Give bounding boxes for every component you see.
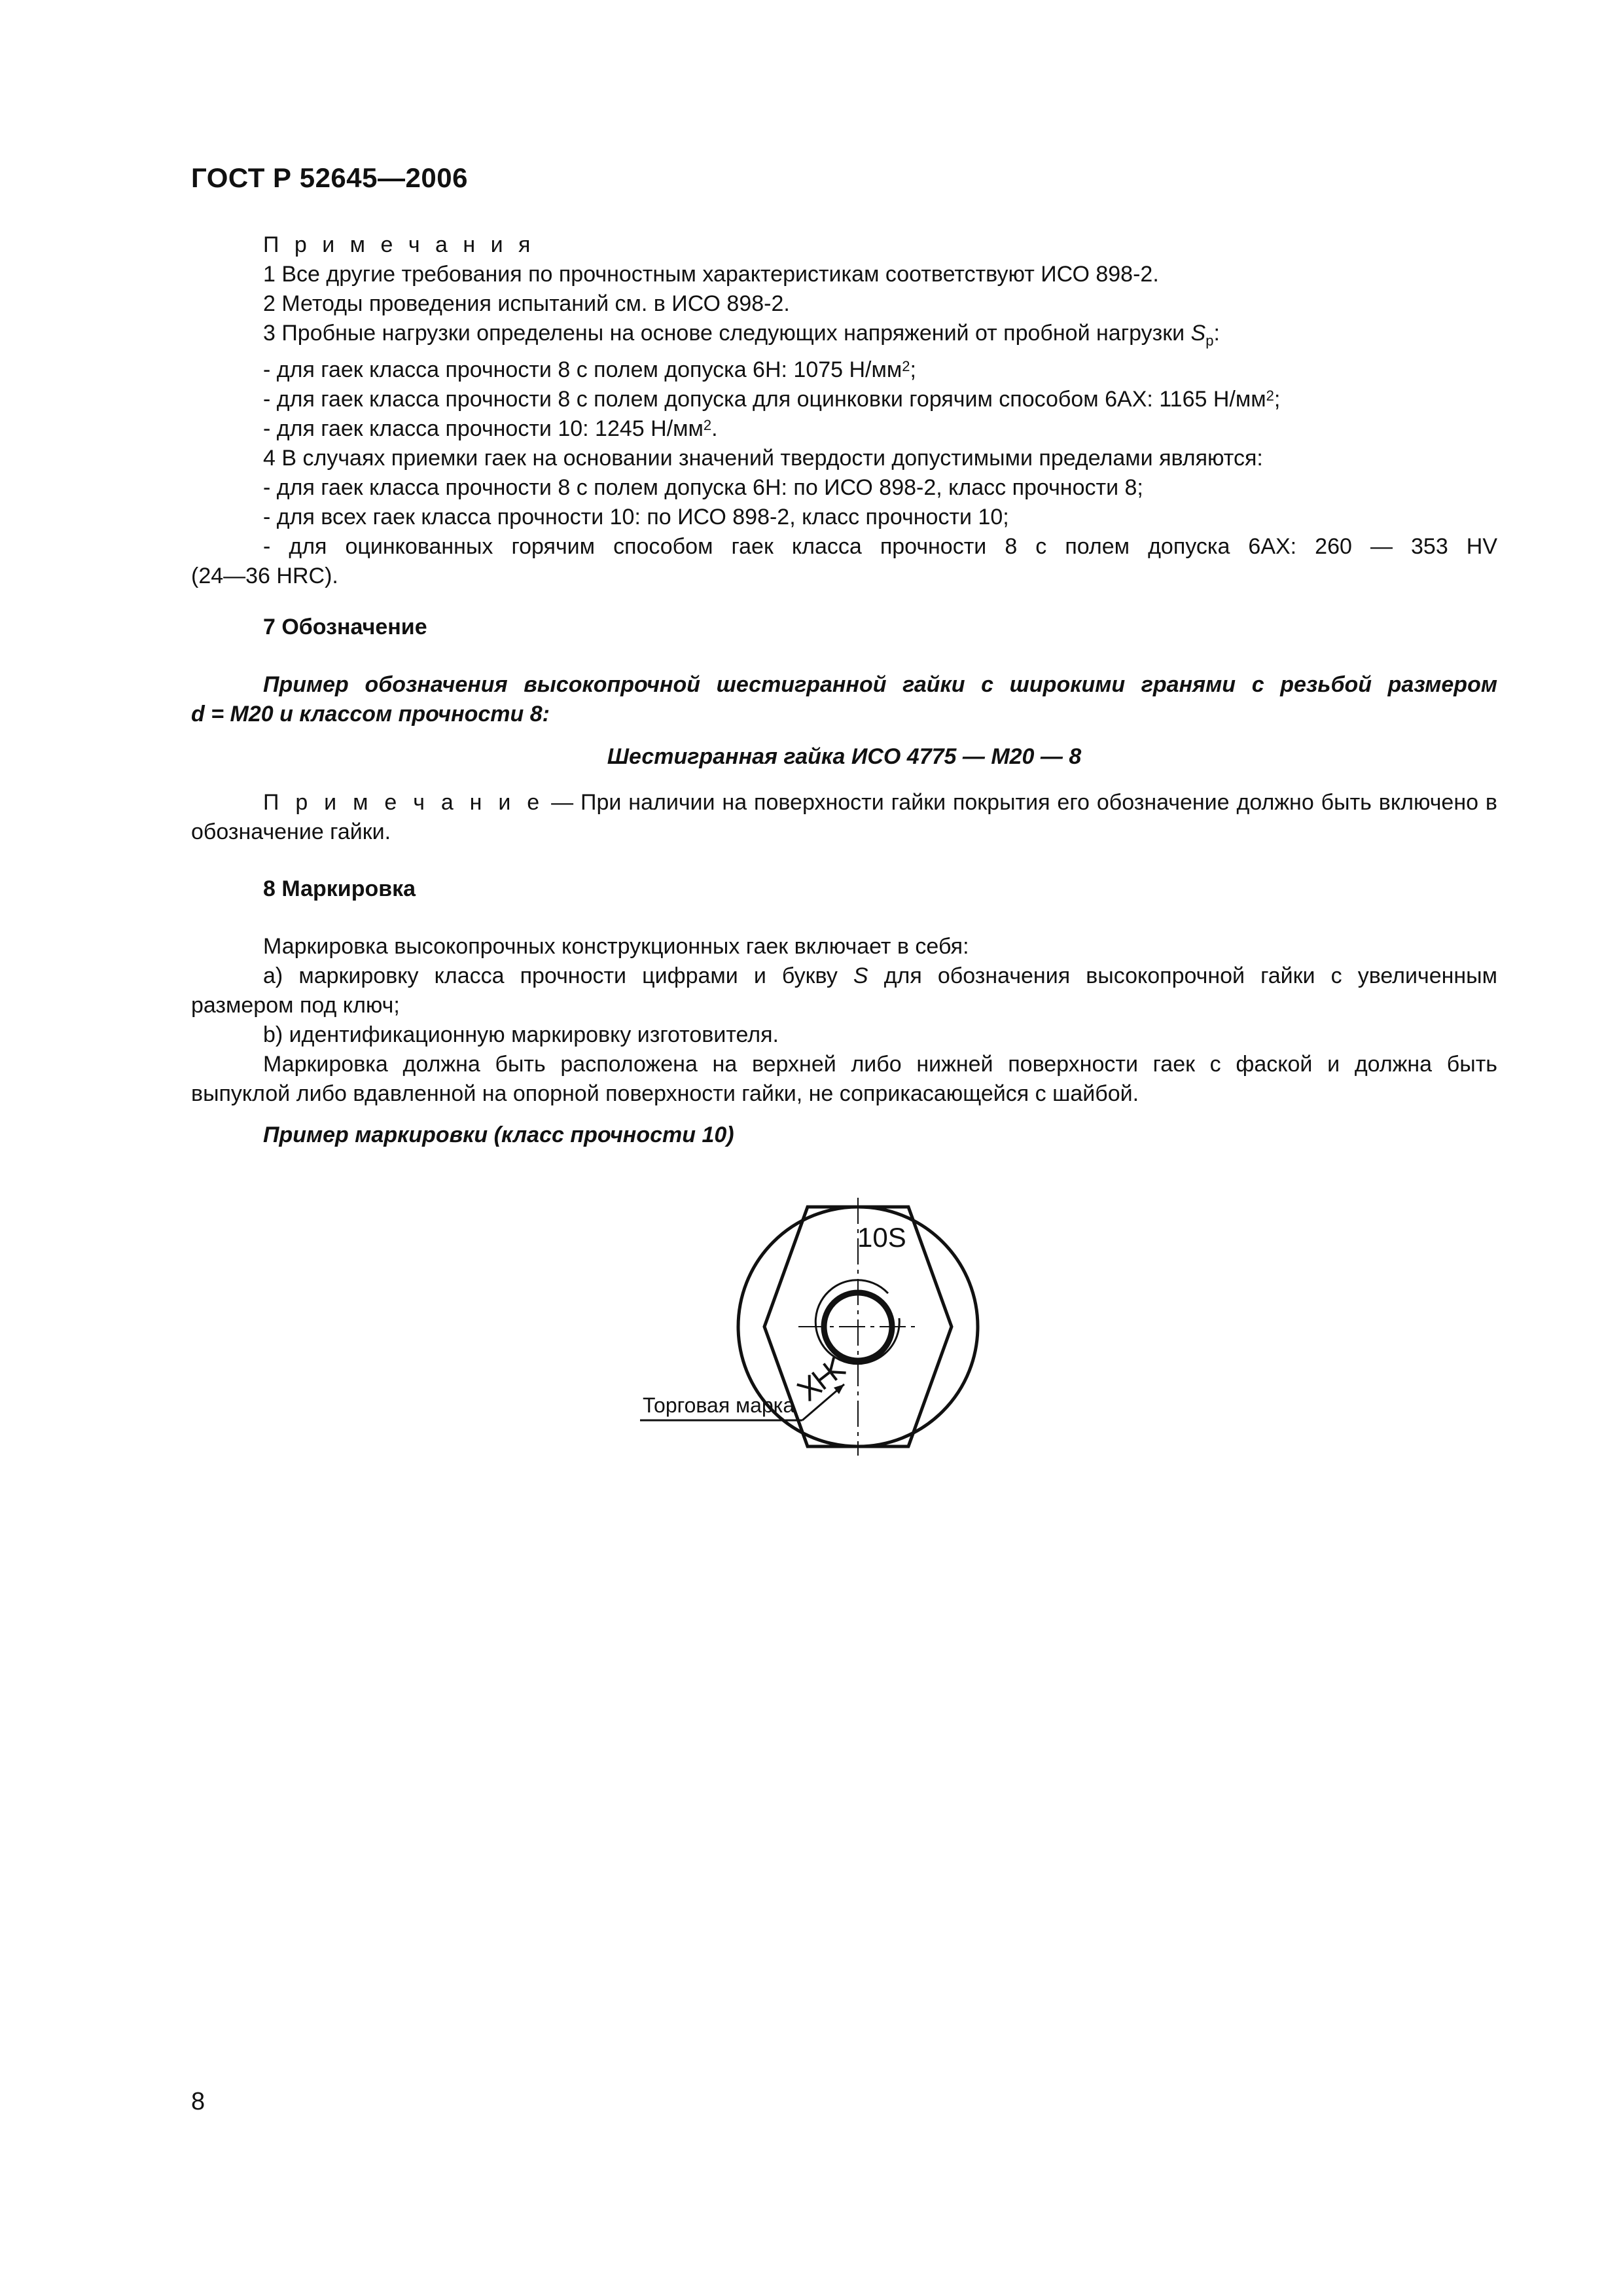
note-3: 3 Пробные нагрузки определены на основе следующих напряжений от пробной нагрузки $S_p$: bbox=[263, 321, 1220, 349]
section-8-body bbox=[191, 932, 1497, 1109]
designation-example-line-1: Пример обозначения высокопрочной шестигранной гайки с широкими гранями с резьбой размером bbox=[263, 672, 1497, 697]
section-7 bbox=[191, 613, 1497, 642]
section-7-heading: 7 Обозначение bbox=[263, 615, 427, 639]
section-7-note-line-1: П р и м е ч а н и е — При наличии на поверхности гайки покрытия его обозначение должно быть включено в bbox=[263, 790, 1497, 815]
marking-paragraph-2-line-2: выпуклой либо вдавленной на опорной поверхности гайки, не соприкасающейся с шайбой. bbox=[191, 1081, 1139, 1106]
note-3-item-c: - для гаек класса прочности 10: 1245 $Н/мм^2$. bbox=[263, 416, 718, 441]
marking-paragraph-2-line-1: Маркировка должна быть расположена на верхней либо нижней поверхности гаек с фаской и должна быть bbox=[263, 1052, 1497, 1077]
designation-example-line-2: d = M20 и классом прочности 8: bbox=[191, 702, 550, 726]
note-4-item-c: - для оцинкованных горячим способом гаек класса прочности 8 с полем допуска 6АХ: 260 — 353 HV bbox=[263, 533, 1497, 559]
note-4-item-b: - для всех гаек класса прочности 10: по ИСО 898-2, класс прочности 10; bbox=[263, 504, 1009, 529]
note-4: 4 В случаях приемки гаек на основании значений твердости допустимыми пределами являются: bbox=[263, 445, 1263, 471]
marking-item-b: b) идентификационную маркировку изготовителя. bbox=[263, 1022, 779, 1047]
trademark-icon bbox=[797, 1356, 846, 1401]
page-number: 8 bbox=[191, 2088, 205, 2115]
marking-example-heading: Пример маркировки (класс прочности 10) bbox=[263, 1122, 734, 1147]
marking-paragraph-1: Маркировка высокопрочных конструкционных гаек включает в себя: bbox=[263, 934, 969, 959]
section-7-example bbox=[191, 670, 1497, 729]
marking-example bbox=[191, 1121, 1497, 1150]
notes-block bbox=[191, 230, 1497, 591]
note-4-item-c-cont: (24—36 HRC). bbox=[191, 563, 338, 588]
note-2: 2 Методы проведения испытаний см. в ИСО 898-2. bbox=[263, 291, 790, 316]
marking-item-a-cont: размером под ключ; bbox=[191, 993, 400, 1018]
section-8 bbox=[191, 874, 1497, 904]
section-7-note bbox=[191, 788, 1497, 847]
note-4-item-a: - для гаек класса прочности 8 с полем допуска 6Н: по ИСО 898-2, класс прочности 8; bbox=[263, 475, 1143, 500]
marking-item-a: а) маркировку класса прочности цифрами и букву S для обозначения высокопрочной гайки с увеличенным bbox=[263, 963, 1497, 988]
notes-title: П р и м е ч а н и я bbox=[263, 232, 535, 257]
note-3-item-b: - для гаек класса прочности 8 с полем допуска для оцинковки горячим способом 6АХ: 1165 $Н/мм^2$; bbox=[263, 386, 1281, 412]
trademark-label: Торговая марка bbox=[643, 1393, 795, 1417]
note-3-item-a: - для гаек класса прочности 8 с полем допуска 6Н: 1075 $Н/мм^2$; bbox=[263, 357, 916, 382]
note-1: 1 Все другие требования по прочностным характеристикам соответствуют ИСО 898-2. bbox=[263, 262, 1159, 287]
document-header: ГОСТ Р 52645—2006 bbox=[191, 162, 468, 193]
nut-marking-figure bbox=[622, 1172, 1080, 1479]
section-7-note-line-2: обозначение гайки. bbox=[191, 819, 391, 844]
class-mark-text: 10S bbox=[857, 1222, 906, 1253]
designation-string: Шестигранная гайка ИСО 4775 — М20 — 8 bbox=[607, 744, 1082, 769]
section-8-heading: 8 Маркировка bbox=[263, 876, 416, 901]
section-7-designation bbox=[191, 742, 1497, 772]
